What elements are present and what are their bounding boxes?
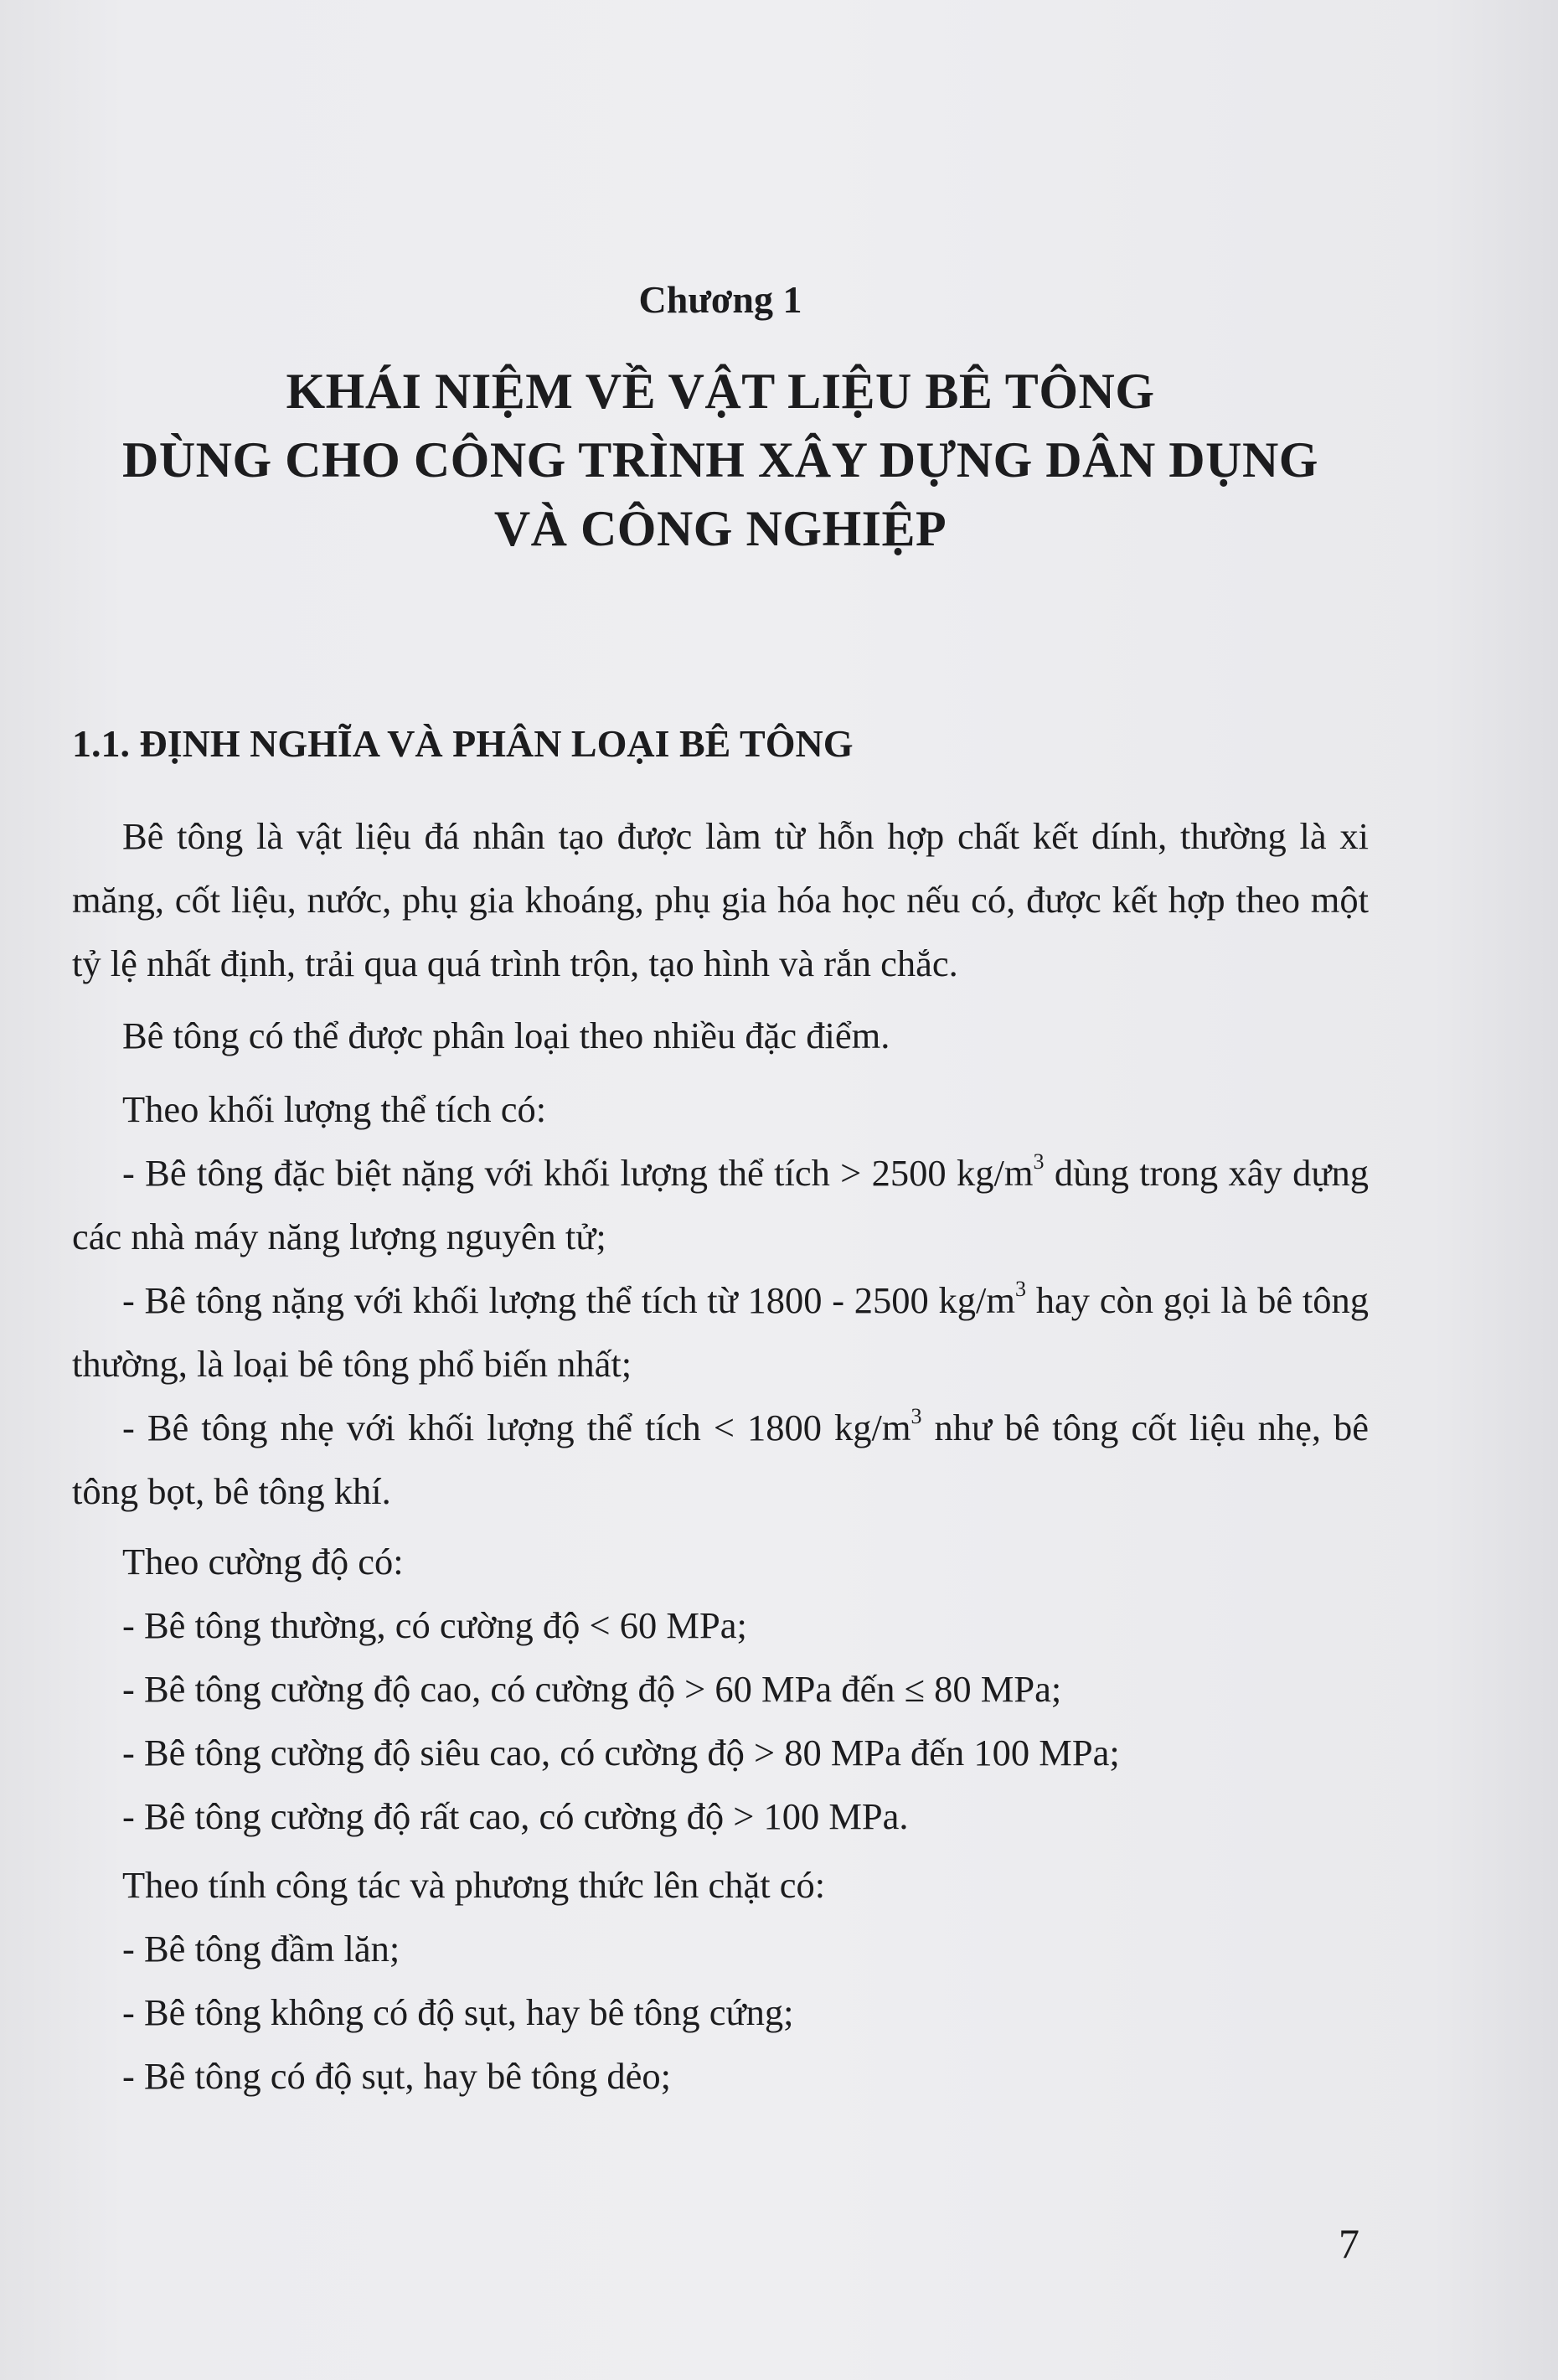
density-item-text: hay còn gọi là bê tông thường, là loại bê tông phổ biến nhất;	[72, 1279, 1369, 1385]
workability-intro: Theo tính công tác và phương thức lên chặt có:	[122, 1864, 826, 1906]
section-heading: 1.1. ĐỊNH NGHĨA VÀ PHÂN LOẠI BÊ TÔNG	[72, 722, 854, 765]
workability-item: - Bê tông đầm lăn;	[122, 1928, 400, 1970]
strength-item: - Bê tông cường độ rất cao, có cường độ > 100 MPa.	[122, 1795, 909, 1837]
density-item	[72, 1141, 1369, 1268]
density-item-text: như bê tông cốt liệu nhẹ, bê tông bọt, bê tông khí.	[72, 1407, 1369, 1512]
body-text	[72, 804, 1369, 2108]
chapter-label: Chương 1	[638, 278, 802, 321]
strength-item: - Bê tông cường độ siêu cao, có cường độ > 80 MPa đến 100 MPa;	[122, 1732, 1120, 1773]
density-item-unit-exponent: 3	[1033, 1149, 1045, 1174]
strength-item: - Bê tông thường, có cường độ < 60 MPa;	[122, 1604, 747, 1646]
density-item-unit-exponent: 3	[1015, 1277, 1027, 1301]
definition-paragraph: Bê tông là vật liệu đá nhân tạo được làm từ hỗn hợp chất kết dính, thường là xi măng, cốt liệu, nước, phụ gia khoáng, phụ gia hóa học nếu có, được kết hợp theo một tỷ lệ nhất định, trải qua quá trình trộn, tạo hình và rắn chắc.	[72, 815, 1369, 984]
strength-intro: Theo cường độ có:	[122, 1541, 404, 1582]
workability-item: - Bê tông không có độ sụt, hay bê tông cứng;	[122, 1991, 794, 2033]
workability-item: - Bê tông có độ sụt, hay bê tông dẻo;	[122, 2055, 672, 2097]
density-item-text: - Bê tông nặng với khối lượng thể tích từ 1800 - 2500 kg/m	[122, 1279, 1016, 1321]
chapter-title-line: VÀ CÔNG NGHIỆP	[493, 501, 947, 556]
page-number: 7	[1339, 2220, 1359, 2267]
classification-intro: Bê tông có thể được phân loại theo nhiều đặc điểm.	[122, 1014, 890, 1056]
chapter-title-line: DÙNG CHO CÔNG TRÌNH XÂY DỰNG DÂN DỤNG	[122, 432, 1318, 488]
chapter-title	[72, 357, 1369, 563]
density-intro: Theo khối lượng thể tích có:	[122, 1088, 547, 1130]
strength-item: - Bê tông cường độ cao, có cường độ > 60 MPa đến ≤ 80 MPa;	[122, 1668, 1062, 1710]
chapter-title-line: KHÁI NIỆM VỀ VẬT LIỆU BÊ TÔNG	[286, 364, 1155, 419]
density-item	[72, 1268, 1369, 1396]
density-item-unit-exponent: 3	[911, 1404, 922, 1428]
density-item-text: - Bê tông đặc biệt nặng với khối lượng thể tích > 2500 kg/m	[122, 1152, 1034, 1194]
density-item-text: - Bê tông nhẹ với khối lượng thể tích < 1800 kg/m	[122, 1407, 911, 1448]
density-item	[72, 1396, 1369, 1523]
density-item-text: dùng trong xây dựng các nhà máy năng lượng nguyên tử;	[72, 1152, 1369, 1257]
